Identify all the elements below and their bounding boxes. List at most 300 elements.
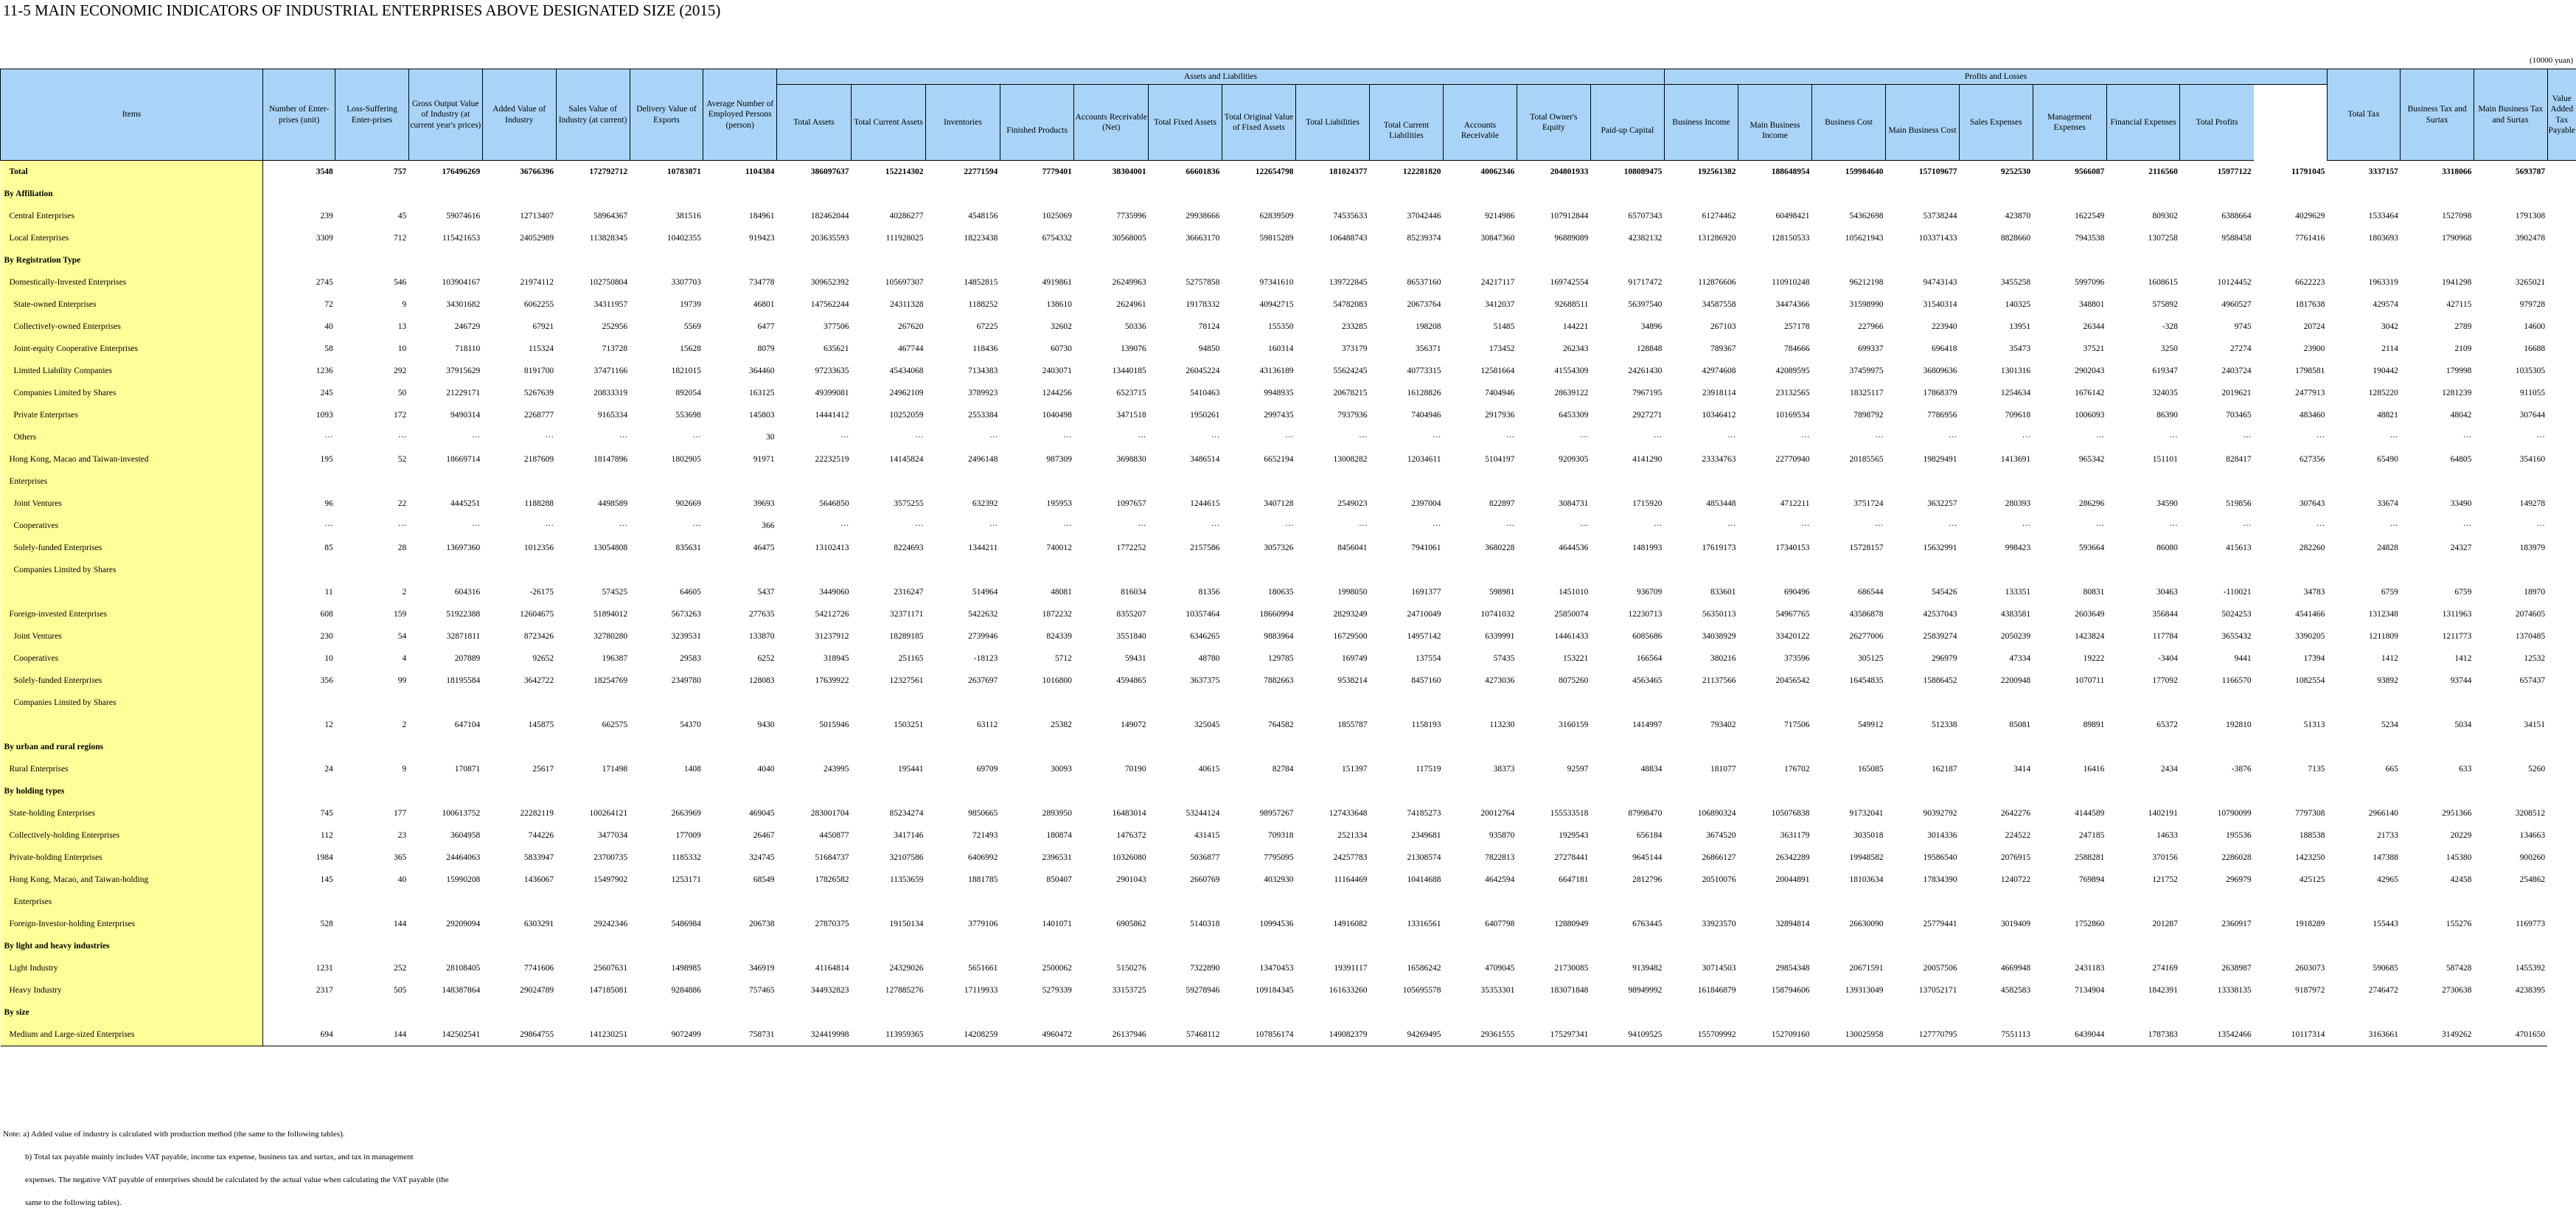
table-cell: 7551113	[1960, 1024, 2033, 1046]
table-cell: 21137566	[1702, 676, 1736, 685]
table-cell: 148387864	[442, 986, 481, 995]
table-cell: 160314	[1267, 344, 1294, 353]
table-cell: 9430	[757, 720, 775, 729]
table-cell: 141230251	[556, 1024, 630, 1046]
table-cell: 632392	[972, 499, 998, 508]
table-cell: 5437	[757, 588, 775, 597]
table-cell: 65490	[2377, 455, 2398, 464]
table-cell	[2474, 692, 2547, 714]
table-cell: 512338	[1932, 720, 1957, 729]
table-cell: -3876	[2231, 765, 2252, 774]
table-cell: 59815289	[1259, 234, 1294, 243]
table-cell: 246729	[454, 322, 481, 331]
table-cell: 142502541	[408, 1024, 482, 1046]
table-cell: 99	[397, 676, 407, 685]
table-cell: 23900	[2303, 344, 2325, 353]
table-cell: 7779401	[1042, 167, 1072, 176]
table-cell	[1222, 692, 1295, 714]
table-cell: 80831	[2083, 588, 2105, 597]
table-cell: 173452	[1489, 344, 1515, 353]
table-cell: 34783	[2303, 588, 2325, 597]
table-cell: 45	[397, 212, 407, 220]
table-cell	[408, 470, 482, 493]
table-cell: 39693	[753, 499, 775, 508]
table-cell	[2033, 183, 2106, 205]
table-cell: 3160159	[1559, 720, 1589, 729]
table-cell: 998423	[2005, 543, 2031, 552]
table-cell: 1006093	[2075, 411, 2105, 420]
table-cell	[926, 249, 1000, 271]
table-cell	[1000, 183, 1073, 205]
table-cell: 3390205	[2295, 632, 2325, 641]
table-cell	[1886, 692, 1960, 714]
col-header: Inventories	[926, 85, 1000, 161]
table-cell: 1188288	[524, 499, 554, 508]
table-cell: 2997435	[1264, 411, 1294, 420]
row-label: Collectively-holding Enterprises	[1, 824, 263, 847]
table-cell: 10326080	[1112, 853, 1146, 862]
table-cell	[556, 470, 630, 493]
table-cell: ···	[840, 433, 849, 442]
table-cell: 2157586	[1190, 543, 1220, 552]
table-cell	[1590, 470, 1664, 493]
table-cell: 3084731	[1559, 499, 1589, 508]
table-cell: 6754332	[1042, 234, 1072, 243]
table-cell: 2396531	[1042, 853, 1072, 862]
table-cell: ···	[1579, 433, 1589, 442]
table-cell	[1960, 470, 2033, 493]
table-cell: 22282119	[520, 809, 554, 818]
table-cell	[777, 470, 852, 493]
table-cell: 29024789	[520, 986, 554, 995]
table-cell	[2327, 935, 2401, 957]
table-cell: 9588458	[2221, 234, 2252, 243]
table-cell	[408, 1001, 482, 1024]
table-cell	[1295, 470, 1369, 493]
table-cell: 14145824	[889, 455, 924, 464]
table-cell: ···	[2389, 521, 2398, 530]
table-cell: 7404946	[1485, 389, 1515, 397]
table-cell: 140325	[2005, 300, 2031, 309]
table-cell: 155350	[1267, 322, 1294, 331]
table-cell	[2254, 935, 2328, 957]
table-cell	[2327, 559, 2401, 581]
table-cell: 318945	[824, 654, 849, 663]
table-cell: ···	[1727, 521, 1736, 530]
table-cell	[2033, 249, 2106, 271]
table-cell: 54212726	[815, 610, 849, 619]
table-row	[1, 758, 2576, 780]
table-cell: 17834390	[1923, 875, 1957, 884]
table-cell: 87998470	[1628, 809, 1663, 818]
table-cell: 3163661	[2327, 1024, 2401, 1046]
table-cell: 18195584	[446, 676, 481, 685]
table-row	[1, 979, 2576, 1001]
table-cell	[926, 736, 1000, 758]
table-cell	[408, 736, 482, 758]
table-cell: 4238395	[2515, 986, 2546, 995]
table-cell	[1149, 559, 1222, 581]
table-cell	[1960, 891, 2033, 913]
table-cell: 17340153	[1775, 543, 1810, 552]
col-header: Sales Value of Industry (at current)	[556, 69, 630, 161]
table-cell: 36809636	[1923, 366, 1957, 375]
table-cell: 20678215	[1333, 389, 1368, 397]
table-cell: 103904167	[442, 278, 481, 287]
table-cell: ···	[692, 521, 701, 530]
table-cell: 147185081	[589, 986, 628, 995]
table-cell	[556, 692, 630, 714]
table-cell: 180874	[1046, 831, 1072, 840]
table-cell	[556, 183, 630, 205]
table-cell: 98957267	[1259, 809, 1294, 818]
table-cell: 366	[762, 521, 775, 530]
table-cell: 144	[335, 1024, 409, 1046]
table-cell: 31540314	[1923, 300, 1957, 309]
table-cell	[1074, 736, 1149, 758]
table-row	[1, 869, 2576, 891]
table-cell: 7741606	[523, 964, 554, 973]
row-label: Foreign-Investor-holding Enterprises	[1, 913, 263, 935]
table-cell: 3674520	[1706, 831, 1736, 840]
table-cell: 12581664	[1480, 366, 1515, 375]
table-cell	[630, 559, 703, 581]
table-cell: 33923570	[1702, 920, 1736, 928]
table-cell: 28639122	[1554, 389, 1589, 397]
table-cell: 1070711	[2075, 676, 2105, 685]
table-cell: 26277006	[1849, 632, 1884, 641]
table-cell: 2588281	[2075, 853, 2105, 862]
table-cell: 192561382	[1697, 167, 1736, 176]
table-cell: 10169534	[1775, 411, 1810, 420]
col-header: Main Business Income	[1738, 101, 1811, 161]
table-cell: 105621943	[1845, 234, 1884, 243]
table-cell: 30463	[2156, 588, 2178, 597]
table-cell: 2317	[316, 986, 333, 995]
row-label: Collectively-owned Enterprises	[1, 316, 263, 338]
table-cell: 85	[324, 543, 333, 552]
row-label: State-holding Enterprises	[1, 802, 263, 824]
table-cell: 10252059	[889, 411, 924, 420]
table-cell: 633	[2459, 765, 2472, 774]
table-cell	[482, 249, 556, 271]
table-cell: ···	[1949, 433, 1957, 442]
table-cell: ···	[1211, 521, 1220, 530]
table-cell: 43586878	[1849, 610, 1884, 619]
row-label: Others	[1, 426, 263, 448]
table-cell: 809302	[2152, 212, 2178, 220]
table-cell: 14957142	[1407, 632, 1441, 641]
table-cell: 13316561	[1407, 920, 1441, 928]
table-cell: 26630090	[1849, 920, 1884, 928]
table-cell: 2603649	[2075, 610, 2105, 619]
table-cell: 24257783	[1333, 853, 1368, 862]
table-cell: 1188252	[968, 300, 998, 309]
table-cell: 431415	[1194, 831, 1220, 840]
note-line: same to the following tables).	[25, 1198, 122, 1207]
table-cell: ···	[1505, 521, 1515, 530]
table-cell: 31598990	[1849, 300, 1884, 309]
table-cell: ···	[1063, 521, 1072, 530]
table-cell: 292	[394, 366, 407, 375]
table-cell: 13054808	[593, 543, 628, 552]
table-cell: 833601	[1710, 588, 1736, 597]
table-cell: 2349780	[671, 676, 701, 685]
row-label: Companies Limited by Shares	[1, 692, 263, 714]
table-cell	[2180, 249, 2254, 271]
table-cell: 152214302	[885, 167, 924, 176]
table-cell	[2474, 891, 2547, 913]
table-cell	[852, 736, 926, 758]
table-cell: 109184345	[1255, 986, 1294, 995]
table-cell: 69709	[976, 765, 998, 774]
table-cell: 2553384	[968, 411, 998, 420]
table-cell: 1787383	[2106, 1024, 2180, 1046]
table-cell: 23	[397, 831, 407, 840]
table-cell	[852, 891, 926, 913]
table-cell: 7882663	[1264, 676, 1294, 685]
table-cell: 11164469	[1334, 875, 1368, 884]
table-cell: 251165	[898, 654, 924, 663]
table-cell: 19150134	[889, 920, 924, 928]
table-cell	[1369, 1001, 1443, 1024]
table-cell: 34590	[2156, 499, 2178, 508]
table-cell: 4919861	[1042, 278, 1072, 287]
table-cell: 325045	[1194, 720, 1220, 729]
table-cell	[1222, 470, 1295, 493]
table-cell: 182462044	[810, 212, 849, 220]
table-cell	[1664, 736, 1738, 758]
table-cell: 919423	[749, 234, 775, 243]
table-cell: 64805	[2450, 455, 2472, 464]
table-cell: 25839274	[1923, 632, 1957, 641]
table-cell: 5279339	[1042, 986, 1072, 995]
table-cell: 254862	[2519, 875, 2546, 884]
table-cell: 911055	[2520, 389, 2546, 397]
table-cell: 149278	[2519, 499, 2546, 508]
table-cell: 108089475	[1623, 167, 1663, 176]
table-cell: 3309	[316, 234, 333, 243]
table-cell: 1821015	[671, 366, 701, 375]
table-cell	[2180, 891, 2254, 913]
table-row	[1, 847, 2576, 869]
table-cell: 5034	[2454, 720, 2472, 729]
table-cell	[556, 935, 630, 957]
table-cell: 32371171	[889, 610, 924, 619]
table-cell: 145803	[749, 411, 775, 420]
table-cell: 33674	[2377, 499, 2398, 508]
table-row	[1, 448, 2576, 470]
table-cell	[630, 692, 703, 714]
table-cell: 11	[324, 588, 333, 597]
table-cell: 324035	[2152, 389, 2178, 397]
table-cell	[703, 780, 777, 802]
row-label	[1, 714, 263, 736]
table-cell: 52	[397, 455, 407, 464]
table-cell: 5267639	[523, 389, 554, 397]
table-cell	[2180, 559, 2254, 581]
table-cell: 1918289	[2295, 920, 2325, 928]
table-cell: 4541466	[2295, 610, 2325, 619]
table-cell: 2286028	[2221, 853, 2252, 862]
row-label: By Registration Type	[1, 249, 263, 271]
table-cell: 3318066	[2442, 167, 2472, 176]
table-row	[1, 205, 2576, 227]
table-cell: 1772252	[1116, 543, 1146, 552]
table-cell: 4032930	[1264, 875, 1294, 884]
table-cell: ···	[2389, 433, 2398, 442]
table-cell: 149082379	[1295, 1024, 1369, 1046]
col-header: Number of Enter-prises (unit)	[262, 69, 335, 161]
table-cell	[1811, 780, 1885, 802]
table-cell: 5833947	[523, 853, 554, 862]
table-cell: 8723426	[523, 632, 554, 641]
table-cell: 18254769	[593, 676, 628, 685]
table-cell: 9566087	[2075, 167, 2105, 176]
table-cell: 1436067	[523, 875, 554, 884]
table-cell: 29361555	[1444, 1024, 1517, 1046]
table-cell: 1158193	[1411, 720, 1441, 729]
table-cell: 37915629	[446, 366, 481, 375]
table-cell: 5422632	[968, 610, 998, 619]
table-cell: 179998	[2446, 366, 2472, 375]
table-cell: 40	[324, 322, 333, 331]
table-cell: 172792712	[589, 167, 628, 176]
table-cell	[852, 183, 926, 205]
table-cell	[1738, 470, 1811, 493]
table-cell: 159	[394, 610, 407, 619]
table-cell: 13440185	[1112, 366, 1146, 375]
table-cell: 764582	[1267, 720, 1294, 729]
table-cell: 60730	[1051, 344, 1072, 353]
table-cell: 1413691	[2000, 455, 2031, 464]
table-cell	[1811, 692, 1885, 714]
table-cell: 42458	[2450, 875, 2472, 884]
table-cell: 1476372	[1116, 831, 1146, 840]
table-cell: 1622549	[2075, 212, 2105, 220]
table-cell	[777, 692, 852, 714]
table-cell: 56397540	[1628, 300, 1663, 309]
table-cell: 2403724	[2221, 366, 2252, 375]
table-cell: 48042	[2450, 411, 2472, 420]
table-cell	[1444, 780, 1517, 802]
table-cell: 74535633	[1333, 212, 1368, 220]
table-cell: 824339	[1046, 632, 1072, 641]
table-cell: 118436	[972, 344, 998, 353]
row-label: Hong Kong, Macao and Taiwan-invested	[1, 448, 263, 470]
table-cell: ···	[1875, 433, 1884, 442]
table-cell: 590685	[2373, 964, 2398, 973]
table-cell	[2106, 692, 2180, 714]
table-cell: 380216	[1710, 654, 1736, 663]
table-cell: 207889	[454, 654, 481, 663]
table-cell: 31237912	[815, 632, 849, 641]
table-cell: 5569	[683, 322, 701, 331]
table-cell: 1414997	[1632, 720, 1663, 729]
table-cell: 14852815	[964, 278, 998, 287]
table-cell: 133870	[749, 632, 775, 641]
table-cell: 356371	[1416, 344, 1441, 353]
table-cell: 935870	[1489, 831, 1515, 840]
table-cell: 15728157	[1849, 543, 1884, 552]
col-header: Total Liabilities	[1295, 85, 1369, 161]
table-cell: 4273036	[1485, 676, 1515, 685]
table-cell: 97341610	[1259, 278, 1294, 287]
row-label: Joint Ventures	[1, 493, 263, 515]
col-header: Average Number of Employed Persons (person)	[703, 69, 777, 161]
table-cell: 1169773	[2516, 920, 2546, 928]
col-header: Sales Expenses	[1960, 85, 2033, 161]
table-cell: 415613	[2226, 543, 2252, 552]
table-cell: ···	[2316, 433, 2325, 442]
table-cell: 30568005	[1112, 234, 1146, 243]
table-cell	[1369, 736, 1443, 758]
col-header: Business Tax and Surtax	[2401, 69, 2474, 161]
row-label: By holding types	[1, 780, 263, 802]
row-label: State-owned Enterprises	[1, 293, 263, 316]
table-cell: 3337157	[2368, 167, 2398, 176]
table-cell: 92597	[1567, 765, 1589, 774]
table-cell	[262, 470, 335, 493]
table-cell: 5150276	[1116, 964, 1146, 973]
table-cell: 26249963	[1112, 278, 1146, 287]
table-cell	[1222, 935, 1295, 957]
table-cell: 9538214	[1337, 676, 1368, 685]
table-cell	[556, 1001, 630, 1024]
table-cell	[1960, 249, 2033, 271]
table-cell: 85081	[2009, 720, 2031, 729]
table-cell: 18147896	[593, 455, 628, 464]
table-cell: ···	[1800, 521, 1810, 530]
table-cell: 35473	[2009, 344, 2031, 353]
table-cell: 5693787	[2515, 167, 2546, 176]
table-cell	[1517, 736, 1590, 758]
table-cell: 2638987	[2221, 964, 2252, 973]
table-cell: 7795095	[1264, 853, 1294, 862]
table-cell: 2549023	[1337, 499, 1368, 508]
table-cell: 3548	[316, 167, 333, 176]
table-cell: 184961	[749, 212, 775, 220]
table-cell	[2474, 736, 2547, 758]
table-cell	[1369, 935, 1443, 957]
table-cell	[1886, 736, 1960, 758]
table-cell: 14600	[2524, 322, 2546, 331]
table-row	[1, 802, 2576, 824]
table-cell	[1738, 780, 1811, 802]
table-cell	[852, 1001, 926, 1024]
table-cell: 94109525	[1590, 1024, 1664, 1046]
table-cell	[556, 559, 630, 581]
table-cell: 1503251	[894, 720, 924, 729]
table-cell: 47334	[2009, 654, 2031, 663]
col-header: Value Added Tax Payable	[2547, 69, 2576, 161]
table-cell	[1886, 183, 1960, 205]
table-cell: 8224693	[894, 543, 924, 552]
table-cell	[2474, 183, 2547, 205]
table-cell: 9745	[2234, 322, 2252, 331]
table-cell: 37521	[2083, 344, 2105, 353]
table-cell: 305125	[1858, 654, 1884, 663]
table-cell	[2254, 559, 2328, 581]
table-cell: 5024253	[2221, 610, 2252, 619]
table-cell	[1517, 692, 1590, 714]
table-cell: 59278946	[1186, 986, 1220, 995]
table-cell	[1369, 780, 1443, 802]
table-cell: 85239374	[1407, 234, 1441, 243]
table-cell: 1929543	[1559, 831, 1589, 840]
table-cell: 16454835	[1849, 676, 1884, 685]
table-row	[1, 625, 2576, 647]
